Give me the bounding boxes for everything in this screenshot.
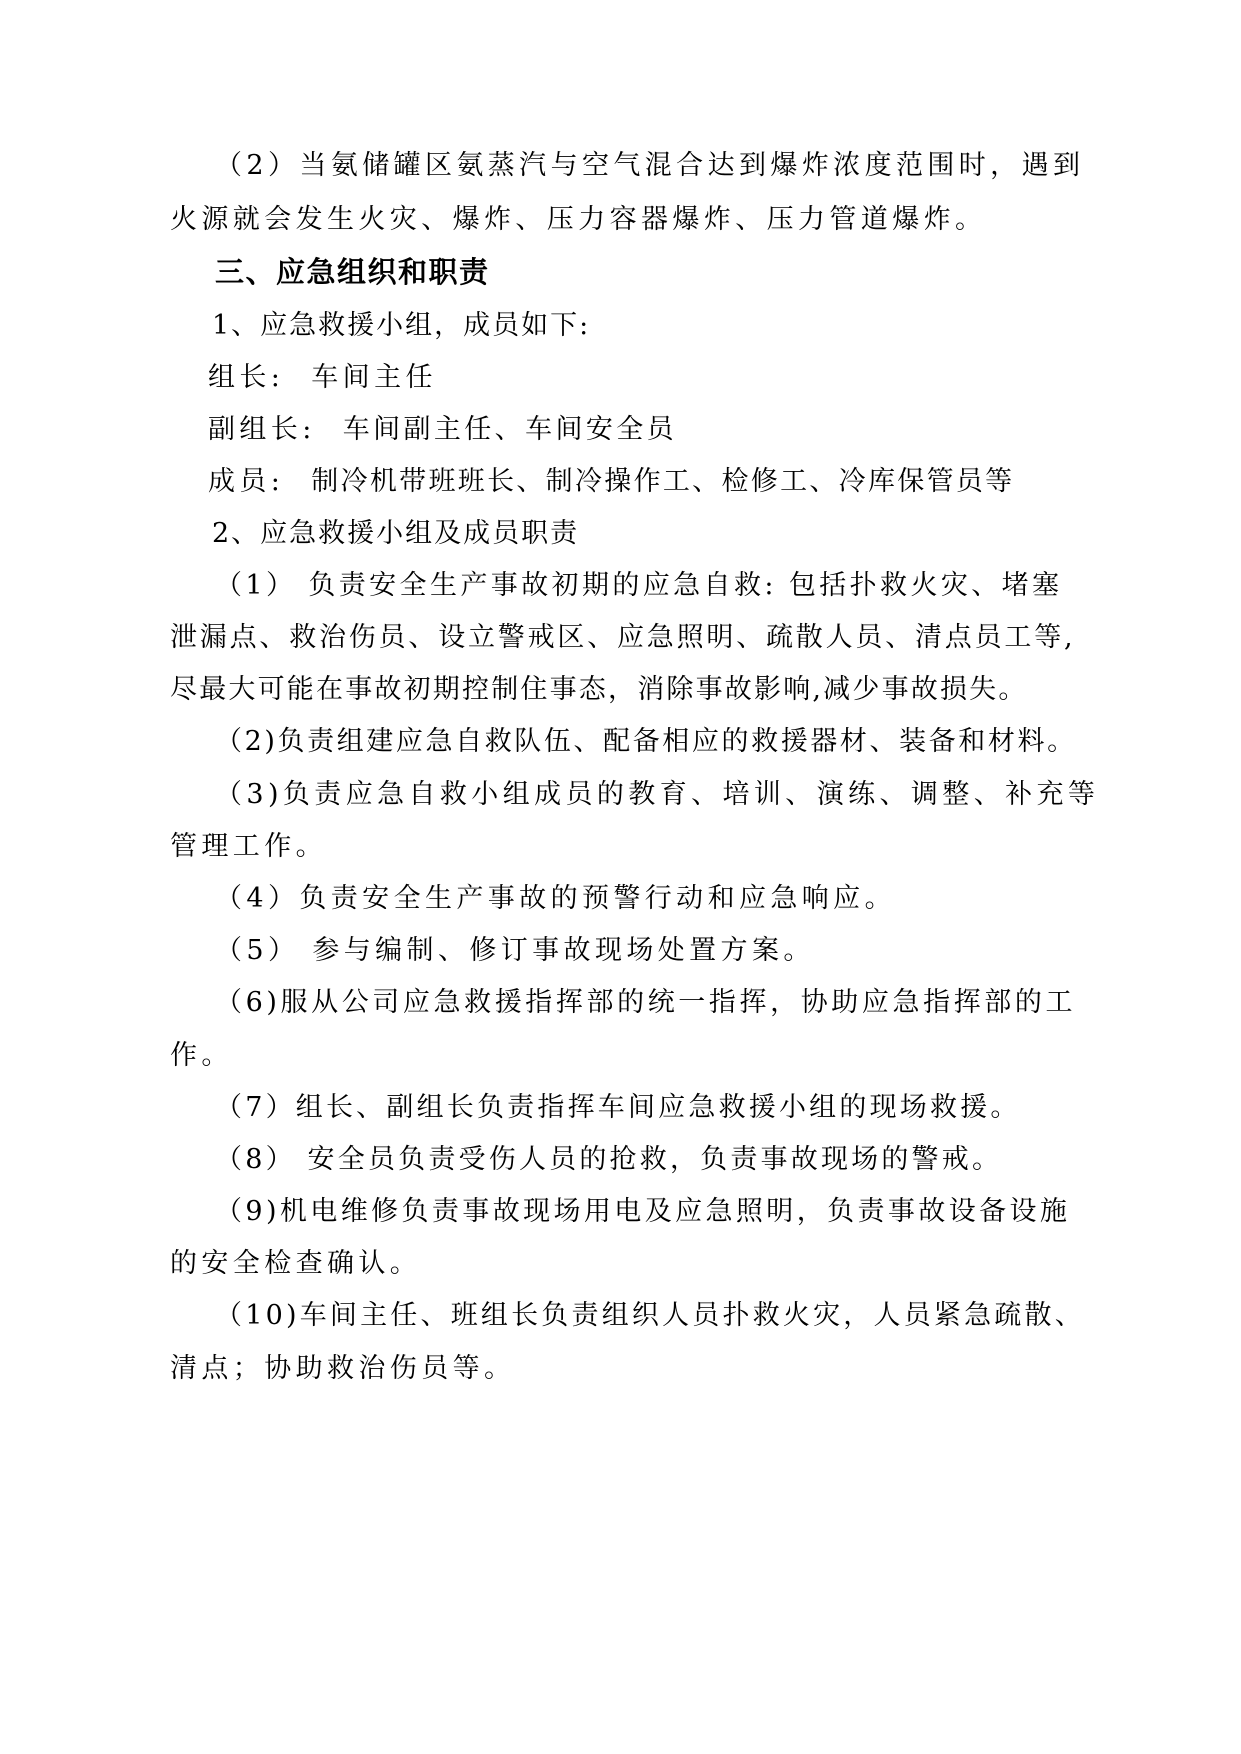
duty-4: （4）负责安全生产事故的预警行动和应急响应。 [215,883,896,914]
duty-2: （2)负责组建应急自救队伍、配备相应的救援器材、装备和材料。 [215,726,1077,757]
duty-10-line-1: （10)车间主任、班组长负责组织人员扑救火灾，人员紧急疏散、 [215,1300,1085,1331]
duty-9-line-1: （9)机电维修负责事故现场用电及应急照明，负责事故设备设施 [215,1196,1071,1227]
duty-1-line-2: 泄漏点、救治伤员、设立警戒区、应急照明、疏散人员、清点员工等, [170,622,1076,653]
duty-9-line-2: 的安全检查确认。 [170,1248,422,1279]
duty-3-line-2: 管理工作。 [170,831,327,862]
duty-1-line-3: 尽最大可能在事故初期控制住事态，消除事故影响,减少事故损失。 [170,674,1028,705]
deputy-value: 车间副主任、车间安全员 [342,414,678,445]
duties-intro: 2、应急救援小组及成员职责 [212,518,580,549]
duty-10-line-2: 清点；协助救治伤员等。 [170,1353,516,1384]
team-intro: 1、应急救援小组，成员如下: [212,310,591,341]
duty-1-line-1: （1） 负责安全生产事故初期的应急自救: 包括扑救火灾、堵塞 [215,570,1063,601]
members-label: 成员: [208,466,285,497]
section-3-heading: 三、应急组织和职责 [215,255,490,289]
duty-7: （7）组长、副组长负责指挥车间应急救援小组的现场救援。 [215,1092,1021,1123]
team-members-row [208,466,1014,498]
duty-8: （8） 安全员负责受伤人员的抢救，负责事故现场的警戒。 [215,1144,1003,1175]
hazard-2-line-2: 火源就会发生火灾、爆炸、压力容器爆炸、压力管道爆炸。 [170,204,987,235]
duty-3-line-1: （3)负责应急自救小组成员的教育、培训、演练、调整、补充等 [215,779,1100,810]
team-deputy-row [208,414,677,446]
duty-6-line-2: 作。 [170,1040,233,1071]
hazard-2-line-1: （2）当氨储罐区氨蒸汽与空气混合达到爆炸浓度范围时，遇到 [215,150,1085,181]
members-value: 制冷机带班班长、制冷操作工、检修工、冷库保管员等 [311,466,1015,497]
duty-5: （5） 参与编制、修订事故现场处置方案。 [215,935,815,966]
leader-label: 组长: [208,362,285,393]
duty-6-line-1: （6)服从公司应急救援指挥部的统一指挥，协助应急指挥部的工 [215,987,1077,1018]
deputy-label: 副组长: [208,414,316,445]
leader-value: 车间主任 [311,362,437,393]
team-leader-row [208,362,437,394]
